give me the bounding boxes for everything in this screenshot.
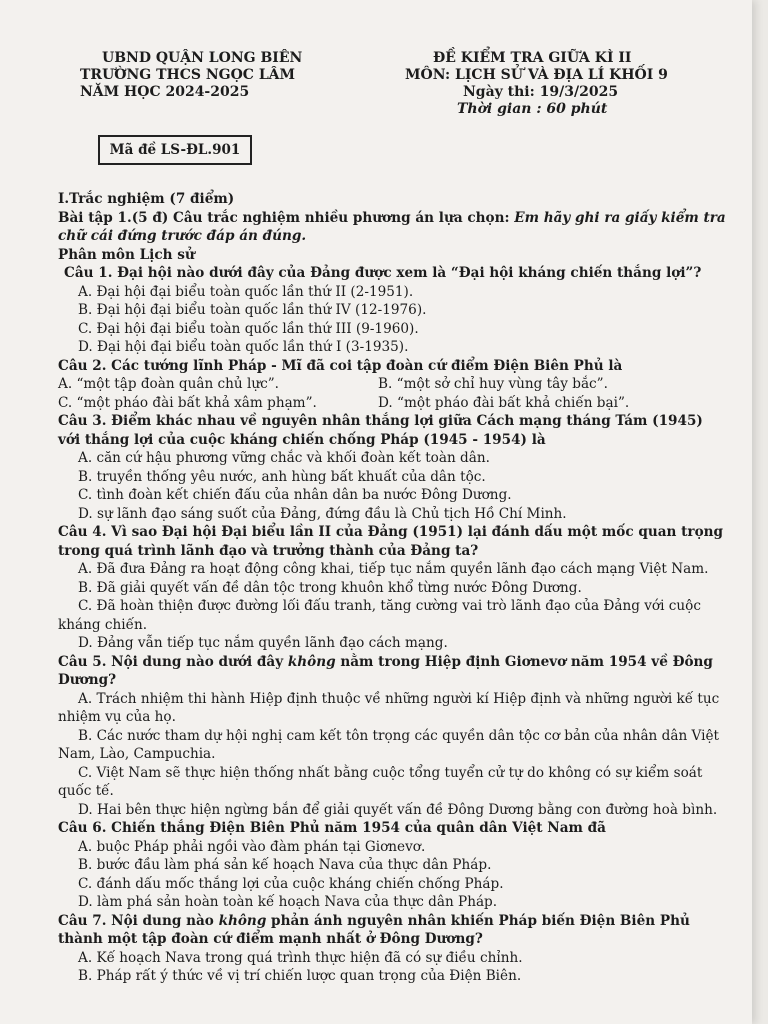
question-2-option: D. “một pháo đài bất khả chiến bại”. (378, 394, 630, 411)
question-6-option: D. làm phá sản hoàn toàn kế hoạch Nava của thực dân Pháp. (78, 894, 498, 910)
question-1-option: D. Đại hội đại biểu toàn quốc lần thứ I (3-1935). (78, 339, 409, 355)
question-1-option: B. Đại hội đại biểu toàn quốc lần thứ IV (12-1976). (78, 302, 427, 318)
question-2-options-row (58, 375, 728, 394)
question-3-option: B. truyền thống yêu nước, anh hùng bất khuất của dân tộc. (78, 468, 486, 485)
question-4-title: Câu 4. Vì sao Đại hội Đại biểu lần II của Đảng (1951) lại đánh dấu một mốc quan trọng trong quá trình lãnh đạo và trưởng thành của Đảng ta? (58, 524, 724, 559)
exam-subject: MÔN: LỊCH SỬ VÀ ĐỊA LÍ KHỐI 9 (405, 67, 668, 83)
question-5-title-emphasis: không (287, 653, 336, 670)
question-4-option: C. Đã hoàn thiện được đường lối đấu tranh, tăng cường vai trò lãnh đạo của Đảng với cuộc kháng chiến. (58, 598, 701, 633)
question-5-title-start: Câu 5. Nội dung nào dưới đây (58, 653, 288, 670)
question-4-option: D. Đảng vẫn tiếp tục nắm quyền lãnh đạo cách mạng. (78, 635, 448, 651)
exercise-instruction (58, 209, 728, 246)
question-3-option: C. tình đoàn kết chiến đấu của nhân dân ba nước Đông Dương. (78, 487, 512, 503)
question-1-option: A. Đại hội đại biểu toàn quốc lần thứ II (2-1951). (78, 283, 414, 300)
exam-duration: Thời gian : 60 phút (457, 101, 608, 117)
subject-label: Phân môn Lịch sử (58, 246, 195, 263)
question-6-option: C. đánh dấu mốc thắng lợi của cuộc kháng chiến chống Pháp. (78, 875, 504, 892)
question-3-option: A. căn cứ hậu phương vững chắc và khối đoàn kết toàn dân. (78, 450, 490, 466)
question-7-option: B. Pháp rất ý thức về vị trí chiến lược quan trọng của Điện Biên. (78, 968, 522, 984)
question-7-title-end: phản ánh nguyên nhân khiến Pháp biến Điện Biên Phủ thành một tập đoàn cứ điểm mạnh nhất ở Đông Dương? (58, 912, 690, 947)
question-2-options-row (58, 394, 728, 413)
district-name: UBND QUẬN LONG BIÊN (102, 50, 303, 66)
question-5-title (58, 653, 728, 690)
question-2-option: C. “một pháo đài bất khả xâm phạm”. (58, 394, 317, 411)
school-name: TRƯỜNG THCS NGỌC LÂM (80, 67, 296, 83)
exam-title: ĐỀ KIỂM TRA GIỮA KÌ II (433, 50, 632, 66)
question-5-option: D. Hai bên thực hiện ngừng bắn để giải quyết vấn đề Đông Dương bằng con đường hoà bình. (78, 801, 718, 818)
question-7-title (58, 912, 728, 949)
exam-content (58, 190, 728, 986)
question-7-title-start: Câu 7. Nội dung nào (58, 912, 219, 929)
school-year: NĂM HỌC 2024-2025 (80, 84, 250, 100)
question-5-option: C. Việt Nam sẽ thực hiện thống nhất bằng cuộc tổng tuyển cử tự do không có sự kiểm soát quốc tế. (58, 764, 703, 799)
exam-info (405, 50, 735, 118)
question-5-option: A. Trách nhiệm thi hành Hiệp định thuộc về những người kí Hiệp định và những người kế tục nhiệm vụ của họ. (58, 690, 720, 725)
question-2-option: B. “một sở chỉ huy vùng tây bắc”. (378, 376, 608, 392)
question-1-title: Câu 1. Đại hội nào dưới đây của Đảng được xem là “Đại hội kháng chiến thắng lợi”? (64, 265, 702, 281)
question-6-title: Câu 6. Chiến thắng Điện Biên Phủ năm 1954 của quân dân Việt Nam đã (58, 820, 606, 836)
question-2-option: A. “một tập đoàn quân chủ lực”. (58, 376, 279, 392)
exam-code: Mã đề LS-ĐL.901 (98, 135, 252, 165)
question-7-option: A. Kế hoạch Nava trong quá trình thực hiện đã có sự điều chỉnh. (78, 949, 523, 966)
school-info (80, 50, 340, 101)
question-2-title: Câu 2. Các tướng lĩnh Pháp - Mĩ đã coi tập đoàn cứ điểm Điện Biên Phủ là (58, 357, 623, 374)
question-3-title: Câu 3. Điểm khác nhau về nguyên nhân thắng lợi giữa Cách mạng tháng Tám (1945) với thắng lợi của cuộc kháng chiến chống Pháp (1945 - 1954) là (58, 413, 703, 448)
question-4-option: A. Đã đưa Đảng ra hoạt động công khai, tiếp tục nắm quyền lãnh đạo cách mạng Việt Nam. (78, 561, 709, 577)
question-4-option: B. Đã giải quyết vấn đề dân tộc trong khuôn khổ từng nước Đông Dương. (78, 579, 582, 596)
exercise-note: Em hãy ghi ra giấy kiểm tra chữ cái đứng trước đáp án đúng. (58, 209, 726, 244)
question-6-option: B. bước đầu làm phá sản kế hoạch Nava của thực dân Pháp. (78, 857, 492, 873)
question-5-option: B. Các nước tham dự hội nghị cam kết tôn trọng các quyền dân tộc cơ bản của nhân dân Việt Nam, Lào, Campuchia. (58, 727, 719, 762)
question-6-option: A. buộc Pháp phải ngồi vào đàm phán tại Giơnevơ. (78, 838, 426, 855)
question-5-title-end: nằm trong Hiệp định Giơnevơ năm 1954 về Đông Dương? (58, 653, 713, 688)
exam-date: Ngày thi: 19/3/2025 (463, 84, 619, 100)
exam-header (0, 50, 752, 130)
exercise-label: Bài tập 1.(5 đ) Câu trắc nghiệm nhiều phương án lựa chọn: (58, 209, 515, 226)
question-3-option: D. sự lãnh đạo sáng suốt của Đảng, đứng đầu là Chủ tịch Hồ Chí Minh. (78, 505, 567, 522)
question-1-option: C. Đại hội đại biểu toàn quốc lần thứ III (9-1960). (78, 320, 419, 337)
section-title: I.Trắc nghiệm (7 điểm) (58, 191, 235, 207)
question-7-title-emphasis: không (218, 912, 267, 929)
